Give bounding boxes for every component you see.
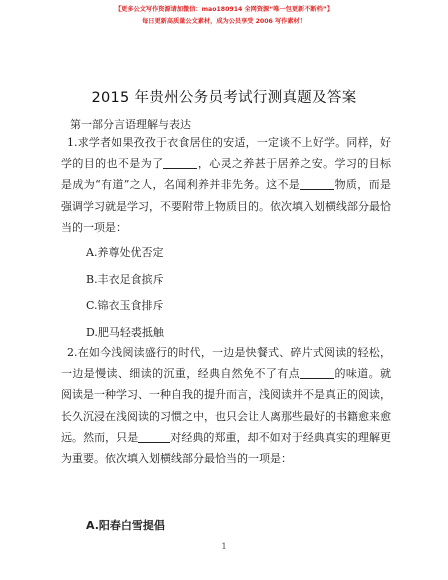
question-1-part-3: 物质，而是强调学习就是学习，不要附带上物质目的。依次填入划横线部分最恰当的一项是：: [61, 178, 392, 234]
page-title: 2015 年贵州公务员考试行测真题及答案: [91, 90, 357, 106]
question-1-part-2: ，心灵之养甚于居养之安。学习的目标是成为“有道”之人，名闻利养并非先务。这不是: [61, 157, 392, 192]
question-1-option-c: C.锦衣玉食排斥: [86, 299, 164, 312]
question-1-option-a: A.养尊处优否定: [86, 246, 164, 259]
question-2-text: [61, 342, 391, 469]
question-2-blank-2: [138, 430, 170, 443]
section-heading: 第一部分言语理解与表达: [70, 118, 191, 131]
question-2-part-3: 对经典的郑重，却不如对于经典真实的理解更为重要。依次填入划横线部分最恰当的一项是：: [61, 430, 392, 466]
question-1-text: [61, 132, 391, 238]
question-1-blank-2: [300, 177, 334, 190]
question-1-option-d: D.肥马轻裘抵触: [86, 326, 164, 339]
promo-banner-line-1: 【更多公文写作资源请加微信：mao180914 全网资源“唯一包更新不断档”】: [114, 6, 334, 13]
question-1-part-1: 1.求学者如果孜孜于衣食居住的安适，一定谈不上好学。同样，好学的目的也不是为了: [61, 136, 391, 171]
question-1-blank-1: [163, 156, 197, 169]
question-2-blank-1: [300, 366, 334, 379]
page-number: 1: [221, 542, 227, 551]
promo-banner: [0, 4, 448, 28]
question-2-part-2: 的味道。就阅读是一种学习、一种自我的提升而言，浅阅读并不是真正的阅读，长久沉浸在浅阅读的习惯之中，也只会让人离那些最好的书籍愈来愈远。然而，只是: [61, 367, 392, 444]
question-2-option-a: A.阳春白雪提倡: [86, 519, 165, 532]
promo-banner-line-2: 每日更新高质量公文素材，成为公员享受 2006 写作素材！: [142, 18, 306, 25]
question-2-part-1: 2.在如今浅阅读盛行的时代，一边是快餐式、碎片式阅读的轻松，一边是慢读、细读的沉重，经典自然免不了有点: [61, 346, 391, 381]
question-1-option-b: B.丰衣足食摈斥: [86, 273, 164, 286]
